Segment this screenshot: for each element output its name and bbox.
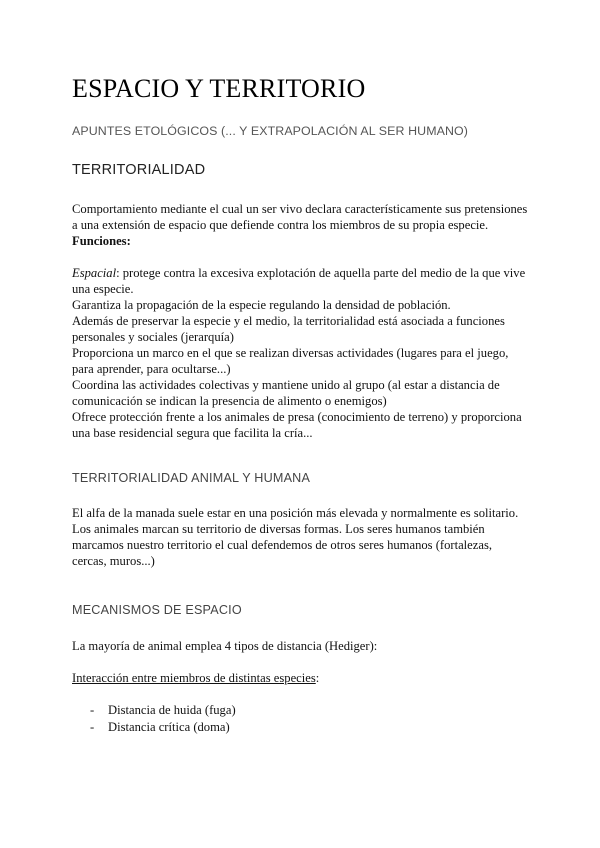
mecanismos-intro: [72, 638, 528, 654]
list-item-text: Distancia crítica (doma): [108, 720, 230, 734]
animal-humana-text: El alfa de la manada suele estar en una posición más elevada y normalmente es solitario. Los animales marcan su territorio de diversas formas. Los seres humanos también marcamos nuestro territorio el cual defendemos de otros seres humanos (fortalezas, cercas, muros...): [72, 506, 519, 568]
function-item-espacial: [72, 265, 528, 297]
list-item: [72, 702, 236, 719]
section-heading-territorialidad: TERRITORIALIDAD: [72, 162, 206, 178]
document-title: ESPACIO Y TERRITORIO: [72, 74, 366, 103]
animal-humana-body: [72, 505, 528, 569]
functions-label: Funciones:: [72, 234, 131, 248]
definition-text: Comportamiento mediante el cual un ser vivo declara característicamente sus pretensiones a una extensión de espacio que defiende contra los miembros de su propia especie.: [72, 202, 528, 232]
interaccion-subheading-row: [72, 670, 528, 686]
dash-bullet: -: [90, 720, 95, 734]
list-item: [72, 719, 236, 736]
dash-bullet: -: [90, 703, 95, 717]
section-heading-mecanismos: MECANISMOS DE ESPACIO: [72, 603, 242, 617]
mecanismos-text: La mayoría de animal emplea 4 tipos de distancia (Hediger):: [72, 639, 378, 653]
interaccion-subheading: Interacción entre miembros de distintas especies: [72, 671, 316, 685]
function-item: Garantiza la propagación de la especie regulando la densidad de población.: [72, 298, 451, 312]
espacial-text: : protege contra la excesiva explotación de aquella parte del medio de la que vive una especie.: [72, 266, 526, 296]
function-item: Coordina las actividades colectivas y mantiene unido al grupo (al estar a distancia de comunicación se indican la presencia de alimento o enemigos): [72, 378, 500, 408]
document-subtitle: APUNTES ETOLÓGICOS (... Y EXTRAPOLACIÓN AL SER HUMANO): [72, 124, 469, 138]
distance-list: [72, 702, 236, 736]
territorialidad-body: [72, 201, 528, 441]
function-item: Proporciona un marco en el que se realizan diversas actividades (lugares para el juego, para aprender, para ocultarse...): [72, 346, 509, 376]
function-item: Además de preservar la especie y el medio, la territorialidad está asociada a funciones personales y sociales (jerarquía): [72, 314, 505, 344]
subheading-colon: :: [315, 671, 320, 685]
list-item-text: Distancia de huida (fuga): [108, 703, 236, 717]
espacial-label: Espacial: [72, 266, 117, 280]
function-item: Ofrece protección frente a los animales de presa (conocimiento de terreno) y proporciona una base residencial segura que facilita la cría...: [72, 410, 522, 440]
territorialidad-definition: [72, 201, 528, 249]
section-heading-animal-humana: TERRITORIALIDAD ANIMAL Y HUMANA: [72, 471, 311, 485]
